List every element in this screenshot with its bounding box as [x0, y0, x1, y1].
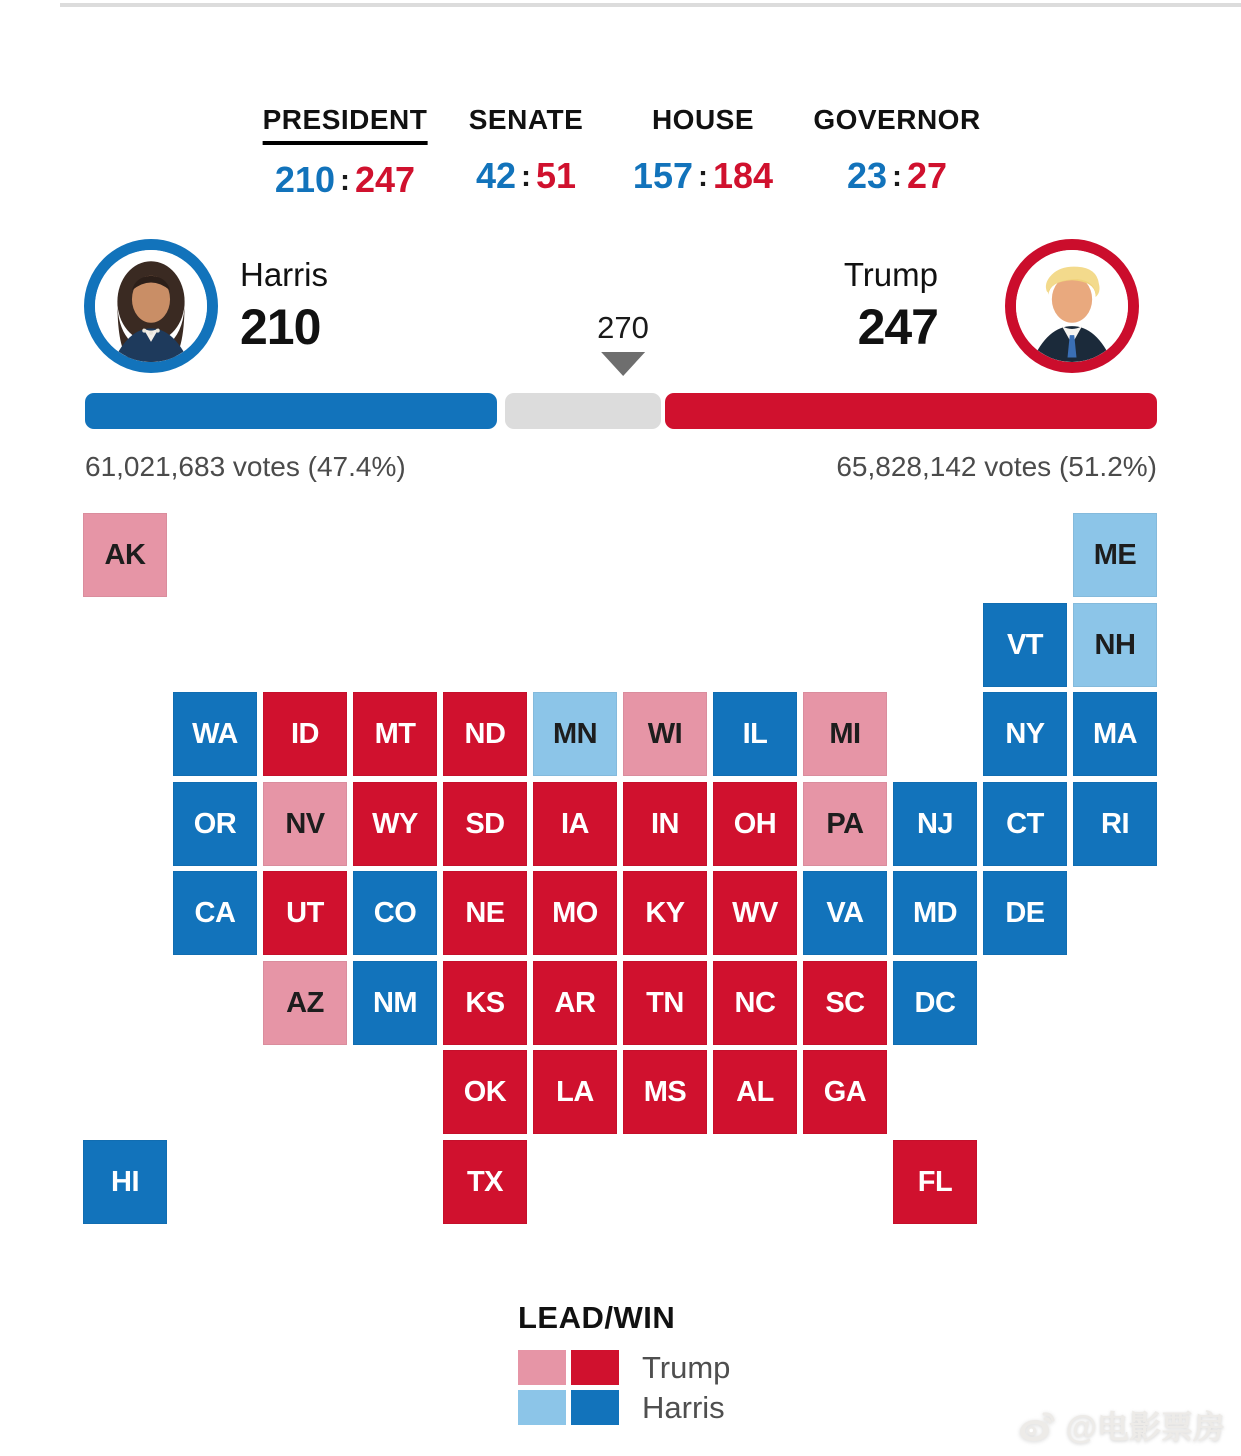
state-tile-la[interactable]: LA: [533, 1050, 617, 1134]
state-tile-wa[interactable]: WA: [173, 692, 257, 776]
state-tile-nj[interactable]: NJ: [893, 782, 977, 866]
harris-bar-segment: [85, 393, 497, 429]
rep-score: 51: [536, 155, 577, 196]
state-tile-me[interactable]: ME: [1073, 513, 1157, 597]
top-divider: [60, 3, 1241, 7]
dem-score: 23: [846, 155, 887, 196]
state-tile-wy[interactable]: WY: [353, 782, 437, 866]
nav-tab-score: [633, 155, 773, 197]
state-tile-md[interactable]: MD: [893, 871, 977, 955]
lead-color-swatch: [518, 1390, 566, 1425]
weibo-logo-icon: [1018, 1408, 1058, 1442]
state-tile-oh[interactable]: OH: [713, 782, 797, 866]
state-tile-fl[interactable]: FL: [893, 1140, 977, 1224]
nav-tab-score: [263, 159, 428, 201]
legend-row: [518, 1350, 730, 1385]
harris-portrait: [95, 250, 207, 362]
state-tile-in[interactable]: IN: [623, 782, 707, 866]
lead-color-swatch: [518, 1350, 566, 1385]
dem-score: 157: [632, 155, 693, 196]
state-tile-va[interactable]: VA: [803, 871, 887, 955]
state-tile-ks[interactable]: KS: [443, 961, 527, 1045]
threshold-arrow-icon: [601, 352, 645, 376]
state-tile-wv[interactable]: WV: [713, 871, 797, 955]
state-tile-nh[interactable]: NH: [1073, 603, 1157, 687]
state-tile-ma[interactable]: MA: [1073, 692, 1157, 776]
state-tile-ky[interactable]: KY: [623, 871, 707, 955]
state-tile-nm[interactable]: NM: [353, 961, 437, 1045]
state-tile-ri[interactable]: RI: [1073, 782, 1157, 866]
electoral-vote-bar: [85, 393, 1157, 429]
score-colon: :: [891, 160, 902, 193]
nav-tab-label[interactable]: PRESIDENT: [263, 104, 428, 145]
rep-score: 184: [713, 155, 774, 196]
trump-electoral-votes: 247: [857, 299, 938, 355]
win-color-swatch: [571, 1390, 619, 1425]
state-tile-sc[interactable]: SC: [803, 961, 887, 1045]
state-tile-mi[interactable]: MI: [803, 692, 887, 776]
nav-tab-label[interactable]: HOUSE: [651, 104, 755, 135]
state-tile-ny[interactable]: NY: [983, 692, 1067, 776]
nav-tab[interactable]: [813, 104, 980, 197]
dem-score: 42: [475, 155, 516, 196]
watermark-text: @电影票房: [1065, 1409, 1225, 1445]
state-tile-hi[interactable]: HI: [83, 1140, 167, 1224]
state-tile-ar[interactable]: AR: [533, 961, 617, 1045]
map-legend: [518, 1300, 730, 1425]
state-tile-co[interactable]: CO: [353, 871, 437, 955]
trump-bar-segment: [665, 393, 1157, 429]
state-tile-mt[interactable]: MT: [353, 692, 437, 776]
win-color-swatch: [571, 1350, 619, 1385]
trump-portrait: [1016, 250, 1128, 362]
nav-tab[interactable]: [263, 104, 428, 201]
trump-avatar: [1005, 239, 1139, 373]
state-tile-dc[interactable]: DC: [893, 961, 977, 1045]
legend-rows: [518, 1350, 730, 1425]
nav-tab[interactable]: [633, 104, 773, 197]
harris-name: Harris: [240, 256, 328, 293]
score-colon: :: [698, 160, 708, 193]
threshold-label: 270: [597, 310, 649, 345]
legend-label: Harris: [642, 1389, 725, 1425]
state-tile-nd[interactable]: ND: [443, 692, 527, 776]
state-tile-ia[interactable]: IA: [533, 782, 617, 866]
state-tile-ca[interactable]: CA: [173, 871, 257, 955]
state-tile-ok[interactable]: OK: [443, 1050, 527, 1134]
score-colon: :: [340, 164, 350, 197]
legend-label: Trump: [642, 1349, 731, 1385]
state-tile-nc[interactable]: NC: [713, 961, 797, 1045]
state-tile-or[interactable]: OR: [173, 782, 257, 866]
rep-score: 247: [355, 159, 416, 200]
score-colon: :: [521, 160, 531, 193]
state-tile-ne[interactable]: NE: [443, 871, 527, 955]
harris-avatar: [84, 239, 218, 373]
state-tile-az[interactable]: AZ: [263, 961, 347, 1045]
threshold-marker: [597, 310, 649, 376]
state-tile-vt[interactable]: VT: [983, 603, 1067, 687]
state-tile-al[interactable]: AL: [713, 1050, 797, 1134]
state-tile-mo[interactable]: MO: [533, 871, 617, 955]
harris-popular-vote: 61,021,683 votes (47.4%): [85, 451, 406, 482]
state-tile-il[interactable]: IL: [713, 692, 797, 776]
nav-tab-score: [813, 155, 980, 197]
state-tile-de[interactable]: DE: [983, 871, 1067, 955]
nav-tab[interactable]: [469, 104, 584, 197]
state-tile-ms[interactable]: MS: [623, 1050, 707, 1134]
legend-title: LEAD/WIN: [518, 1300, 676, 1335]
state-tile-tn[interactable]: TN: [623, 961, 707, 1045]
state-tile-mn[interactable]: MN: [533, 692, 617, 776]
rep-score: 27: [906, 155, 948, 196]
state-tile-sd[interactable]: SD: [443, 782, 527, 866]
state-tile-nv[interactable]: NV: [263, 782, 347, 866]
state-tile-wi[interactable]: WI: [623, 692, 707, 776]
state-tile-ak[interactable]: AK: [83, 513, 167, 597]
nav-tab-score: [469, 155, 584, 197]
state-tile-pa[interactable]: PA: [803, 782, 887, 866]
trump-name: Trump: [843, 256, 938, 293]
nav-tab-label[interactable]: GOVERNOR: [813, 104, 981, 135]
nav-tab-label[interactable]: SENATE: [468, 104, 584, 135]
legend-row: [518, 1390, 730, 1425]
watermark: [1018, 1402, 1225, 1448]
state-tile-ut[interactable]: UT: [263, 871, 347, 955]
harris-electoral-votes: 210: [240, 299, 321, 355]
state-tile-id[interactable]: ID: [263, 692, 347, 776]
dem-score: 210: [274, 159, 335, 200]
state-tile-tx[interactable]: TX: [443, 1140, 527, 1224]
state-tile-ct[interactable]: CT: [983, 782, 1067, 866]
undecided-bar-segment: [505, 393, 661, 429]
state-tile-ga[interactable]: GA: [803, 1050, 887, 1134]
trump-popular-vote: 65,828,142 votes (51.2%): [836, 451, 1157, 482]
